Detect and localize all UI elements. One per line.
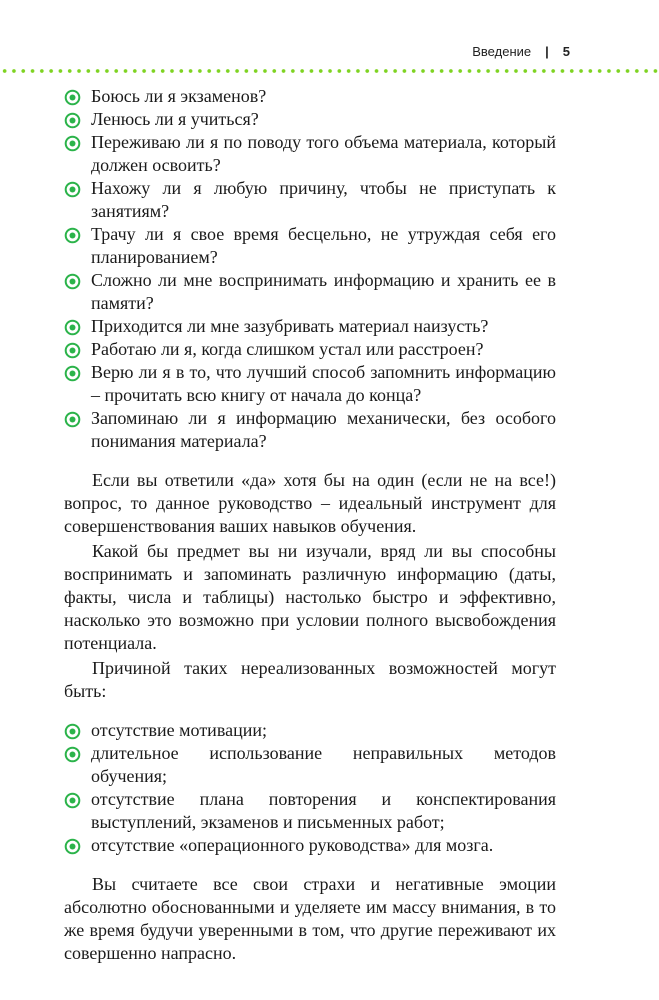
list-item: Сложно ли мне воспринимать информацию и хранить ее в памяти? — [64, 269, 556, 315]
body-paragraph: Причиной таких нереализованных возможностей могут быть: — [64, 658, 556, 701]
circle-bullet-icon — [64, 411, 81, 428]
circle-bullet-icon — [64, 135, 81, 152]
circle-bullet-icon — [64, 89, 81, 106]
list-item: Приходится ли мне зазубривать материал наизусть? — [64, 315, 556, 338]
circle-bullet-icon — [64, 181, 81, 198]
page-number: 5 — [562, 44, 570, 59]
circle-bullet-icon — [64, 227, 81, 244]
list-item: длительное использование неправильных методов обучения; — [64, 742, 556, 788]
circle-bullet-icon — [64, 746, 81, 763]
body-paragraph: Если вы ответили «да» хотя бы на один (если не на все!) вопрос, то данное руководство – идеальный инструмент для совершенствования ваших навыков обучения. — [64, 470, 556, 536]
list-item: отсутствие «операционного руководства» для мозга. — [64, 834, 556, 857]
list-item: Трачу ли я свое время бесцельно, не утруждая себя его планированием? — [64, 223, 556, 269]
list-item: Переживаю ли я по поводу того объема материала, который должен освоить? — [64, 131, 556, 177]
reasons-list — [64, 719, 556, 857]
header-separator: | — [545, 44, 549, 59]
list-item: Верю ли я в то, что лучший способ запомнить информацию – прочитать всю книгу от начала до конца? — [64, 361, 556, 407]
dotted-divider — [0, 68, 659, 74]
list-item: Ленюсь ли я учиться? — [64, 108, 556, 131]
list-item: Нахожу ли я любую причину, чтобы не приступать к занятиям? — [64, 177, 556, 223]
body-paragraph: Вы считаете все свои страхи и негативные эмоции абсолютно обоснованными и уделяете им массу внимания, в то же время будучи уверенными в том, что другие переживают их совершенно напрасно. — [64, 874, 556, 963]
page-body — [64, 85, 556, 965]
circle-bullet-icon — [64, 723, 81, 740]
circle-bullet-icon — [64, 342, 81, 359]
list-item: Боюсь ли я экзаменов? — [64, 85, 556, 108]
circle-bullet-icon — [64, 838, 81, 855]
list-item: Запоминаю ли я информацию механически, без особого понимания материала? — [64, 407, 556, 453]
circle-bullet-icon — [64, 273, 81, 290]
list-item: отсутствие плана повторения и конспектирования выступлений, экзаменов и письменных работ; — [64, 788, 556, 834]
circle-bullet-icon — [64, 365, 81, 382]
circle-bullet-icon — [64, 319, 81, 336]
body-paragraph: Какой бы предмет вы ни изучали, вряд ли вы способны воспринимать и запоминать различную информацию (даты, факты, числа и таблицы) настолько быстро и эффективно, насколько это возможно при условии полного высвобождения потенциала. — [64, 541, 556, 653]
circle-bullet-icon — [64, 792, 81, 809]
question-list — [64, 85, 556, 453]
list-item: отсутствие мотивации; — [64, 719, 556, 742]
list-item: Работаю ли я, когда слишком устал или расстроен? — [64, 338, 556, 361]
circle-bullet-icon — [64, 112, 81, 129]
running-header — [472, 44, 570, 59]
section-title: Введение — [472, 44, 532, 59]
